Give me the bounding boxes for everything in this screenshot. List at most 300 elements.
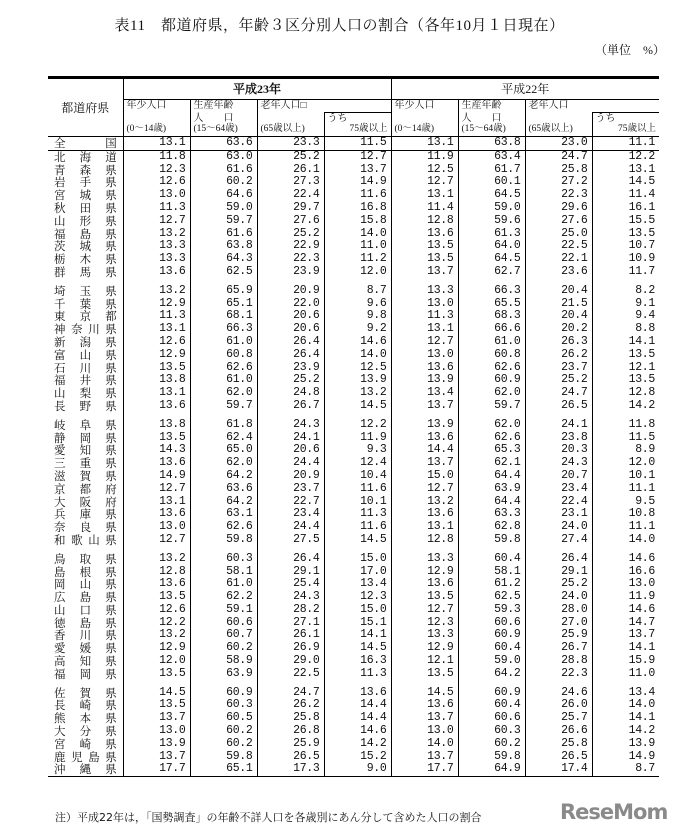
value-cell: 14.7 [592, 617, 659, 630]
value-cell: 20.4 [525, 310, 592, 323]
prefecture-name-text: 富山県 [54, 347, 117, 362]
value-cell: 13.4 [324, 578, 391, 591]
table-row [48, 336, 659, 349]
value-cell: 65.5 [458, 298, 525, 311]
national-total-row [48, 137, 659, 151]
value-cell: 10.8 [592, 508, 659, 521]
value-cell: 15.0 [391, 470, 458, 483]
value-cell: 29.1 [525, 566, 592, 579]
value-cell: 65.3 [458, 444, 525, 457]
value-cell: 17.0 [324, 566, 391, 579]
value-cell: 66.3 [458, 285, 525, 298]
prefecture-name-text: 兵庫県 [54, 507, 117, 522]
value-cell: 64.5 [458, 253, 525, 266]
value-cell: 17.7 [123, 763, 190, 776]
value-cell: 63.3 [458, 508, 525, 521]
value-cell: 15.0 [324, 553, 391, 566]
elderly-header: 老年人口 [525, 100, 659, 113]
value-cell: 13.7 [123, 751, 190, 764]
value-cell: 60.9 [458, 629, 525, 642]
value-cell: 13.5 [123, 432, 190, 445]
prefecture-name-text: 秋田県 [54, 200, 117, 215]
unit-label: （単位 %） [595, 43, 665, 57]
value-cell: 13.0 [123, 189, 190, 202]
value-cell: 14.2 [592, 725, 659, 738]
value-cell: 11.5 [324, 137, 391, 151]
prefecture-name-text: 愛知県 [54, 443, 117, 458]
prefecture-name [48, 534, 123, 547]
value-cell: 11.6 [324, 521, 391, 534]
prefecture-name [48, 763, 123, 776]
over75-range: 75歳以上 [592, 124, 659, 137]
value-cell: 20.4 [525, 285, 592, 298]
prefecture-name [48, 725, 123, 738]
value-cell: 62.5 [190, 266, 257, 279]
value-cell: 25.9 [257, 738, 324, 751]
value-cell: 27.6 [257, 215, 324, 228]
value-cell: 60.6 [458, 617, 525, 630]
value-cell: 13.2 [123, 629, 190, 642]
value-cell: 24.0 [525, 591, 592, 604]
value-cell: 13.4 [592, 687, 659, 700]
value-cell: 66.3 [190, 323, 257, 336]
value-cell: 60.5 [190, 712, 257, 725]
value-cell: 62.6 [190, 521, 257, 534]
value-cell: 12.3 [324, 591, 391, 604]
elderly-header: 老年人口□ [257, 100, 391, 113]
value-cell: 13.2 [123, 285, 190, 298]
working-header: 生産年齢 [458, 100, 525, 113]
value-cell: 61.8 [190, 419, 257, 432]
value-cell: 13.6 [324, 687, 391, 700]
value-cell: 9.5 [592, 496, 659, 509]
value-cell: 11.0 [592, 668, 659, 681]
prefecture-name-text: 佐賀県 [54, 685, 117, 700]
value-cell: 27.2 [525, 176, 592, 189]
value-cell: 61.2 [458, 578, 525, 591]
value-cell: 12.2 [592, 150, 659, 163]
value-cell: 59.8 [190, 534, 257, 547]
table-row [48, 483, 659, 496]
value-cell: 61.0 [190, 374, 257, 387]
value-cell: 13.3 [391, 629, 458, 642]
value-cell: 12.3 [123, 164, 190, 177]
value-cell: 68.3 [458, 310, 525, 323]
value-cell: 60.8 [458, 349, 525, 362]
prefecture-name-text: 山形県 [54, 213, 117, 228]
prefecture-name [48, 553, 123, 566]
value-cell: 23.7 [257, 483, 324, 496]
value-cell: 26.5 [257, 751, 324, 764]
prefecture-name-text: 岡山県 [54, 577, 117, 592]
young-header: 年少人口 [391, 100, 458, 113]
value-cell: 62.2 [190, 591, 257, 604]
value-cell: 20.2 [525, 323, 592, 336]
value-cell: 13.2 [123, 553, 190, 566]
value-cell: 26.7 [257, 400, 324, 413]
value-cell: 22.5 [525, 240, 592, 253]
prefecture-name [48, 470, 123, 483]
value-cell: 59.7 [190, 215, 257, 228]
value-cell: 14.1 [592, 642, 659, 655]
value-cell: 62.6 [190, 362, 257, 375]
value-cell: 23.3 [257, 137, 324, 151]
value-cell: 14.9 [324, 176, 391, 189]
value-cell: 12.6 [123, 604, 190, 617]
value-cell: 13.5 [123, 668, 190, 681]
value-cell: 59.8 [190, 751, 257, 764]
value-cell: 14.5 [324, 642, 391, 655]
value-cell: 14.4 [391, 444, 458, 457]
value-cell: 13.9 [324, 374, 391, 387]
value-cell: 14.6 [592, 604, 659, 617]
value-cell: 12.9 [123, 642, 190, 655]
value-cell: 14.0 [391, 738, 458, 751]
value-cell: 25.8 [257, 712, 324, 725]
value-cell: 8.7 [592, 763, 659, 776]
value-cell: 60.4 [458, 699, 525, 712]
prefecture-name [48, 591, 123, 604]
value-cell: 25.8 [525, 164, 592, 177]
prefecture-name [48, 336, 123, 349]
value-cell: 8.8 [592, 323, 659, 336]
value-cell: 14.6 [592, 553, 659, 566]
value-cell: 14.1 [592, 336, 659, 349]
value-cell: 13.6 [123, 457, 190, 470]
value-cell: 23.1 [525, 508, 592, 521]
value-cell: 63.8 [458, 137, 525, 151]
value-cell: 62.6 [458, 432, 525, 445]
value-cell: 14.2 [324, 738, 391, 751]
value-cell: 14.5 [123, 687, 190, 700]
prefecture-name-text: 高知県 [54, 654, 117, 669]
value-cell: 13.9 [391, 419, 458, 432]
value-cell: 11.8 [123, 150, 190, 163]
prefecture-name-text: 福島県 [54, 226, 117, 241]
value-cell: 13.1 [592, 164, 659, 177]
prefecture-name-text: 広島県 [54, 590, 117, 605]
value-cell: 12.9 [391, 642, 458, 655]
value-cell: 13.5 [592, 374, 659, 387]
value-cell: 15.9 [592, 655, 659, 668]
value-cell: 13.8 [123, 419, 190, 432]
value-cell: 12.2 [324, 419, 391, 432]
value-cell: 25.2 [525, 374, 592, 387]
value-cell: 26.1 [257, 164, 324, 177]
value-cell: 24.1 [257, 432, 324, 445]
value-cell: 64.3 [190, 253, 257, 266]
value-cell: 17.3 [257, 763, 324, 776]
value-cell: 13.3 [391, 285, 458, 298]
value-cell: 65.1 [190, 298, 257, 311]
table-row [48, 655, 659, 668]
value-cell: 14.2 [592, 400, 659, 413]
prefecture-name-text: 長崎県 [54, 698, 117, 713]
value-cell: 64.2 [458, 668, 525, 681]
value-cell: 13.6 [391, 362, 458, 375]
value-cell: 14.9 [592, 751, 659, 764]
value-cell: 14.4 [324, 712, 391, 725]
value-cell: 13.7 [391, 266, 458, 279]
value-cell: 16.8 [324, 202, 391, 215]
value-cell: 11.4 [391, 202, 458, 215]
value-cell: 62.5 [458, 591, 525, 604]
value-cell: 58.9 [190, 655, 257, 668]
value-cell: 12.5 [391, 164, 458, 177]
value-cell: 23.0 [525, 137, 592, 151]
value-cell: 59.7 [458, 400, 525, 413]
value-cell: 59.8 [458, 751, 525, 764]
value-cell: 25.7 [525, 712, 592, 725]
table-row [48, 738, 659, 751]
value-cell: 11.3 [391, 310, 458, 323]
value-cell: 62.0 [458, 387, 525, 400]
value-cell: 61.6 [190, 164, 257, 177]
prefecture-name-text: 山口県 [54, 602, 117, 617]
prefecture-name [48, 655, 123, 668]
value-cell: 25.9 [525, 629, 592, 642]
value-cell: 14.1 [592, 712, 659, 725]
value-cell: 62.6 [458, 362, 525, 375]
value-cell: 13.3 [123, 240, 190, 253]
value-cell: 59.0 [190, 202, 257, 215]
value-cell: 14.0 [324, 349, 391, 362]
table-row [48, 591, 659, 604]
table-row [48, 285, 659, 298]
value-cell: 13.5 [391, 668, 458, 681]
table-body [48, 137, 659, 777]
young-range: (0～14歳) [123, 124, 190, 137]
prefecture-name [48, 266, 123, 279]
value-cell: 28.8 [525, 655, 592, 668]
value-cell: 64.2 [190, 470, 257, 483]
table-row [48, 400, 659, 413]
value-cell: 12.9 [391, 566, 458, 579]
value-cell: 15.5 [592, 215, 659, 228]
value-cell: 12.0 [324, 266, 391, 279]
value-cell: 28.2 [257, 604, 324, 617]
value-cell: 22.0 [257, 298, 324, 311]
value-cell: 27.0 [525, 617, 592, 630]
value-cell: 29.6 [525, 202, 592, 215]
value-cell: 25.4 [257, 578, 324, 591]
value-cell: 9.2 [324, 323, 391, 336]
value-cell: 59.6 [458, 215, 525, 228]
value-cell: 25.0 [525, 228, 592, 241]
table-row [48, 150, 659, 163]
value-cell: 25.8 [525, 738, 592, 751]
of-which-label: うち [324, 113, 391, 125]
prefecture-name-text: 和歌山県 [54, 532, 117, 547]
value-cell: 24.7 [525, 150, 592, 163]
value-cell: 63.6 [190, 483, 257, 496]
prefecture-name [48, 150, 123, 163]
value-cell: 11.9 [324, 432, 391, 445]
value-cell: 13.5 [391, 253, 458, 266]
value-cell: 12.8 [391, 534, 458, 547]
prefecture-name-text: 神奈川県 [54, 322, 117, 337]
value-cell: 13.2 [324, 387, 391, 400]
value-cell: 13.7 [391, 751, 458, 764]
value-cell: 62.1 [458, 457, 525, 470]
value-cell: 11.9 [592, 591, 659, 604]
value-cell: 60.3 [458, 725, 525, 738]
value-cell: 10.4 [324, 470, 391, 483]
value-cell: 24.3 [257, 591, 324, 604]
value-cell: 12.9 [123, 349, 190, 362]
value-cell: 62.8 [458, 521, 525, 534]
value-cell: 10.7 [592, 240, 659, 253]
value-cell: 22.3 [525, 668, 592, 681]
value-cell: 29.7 [257, 202, 324, 215]
value-cell: 63.1 [190, 508, 257, 521]
value-cell: 13.0 [391, 725, 458, 738]
value-cell: 12.6 [123, 336, 190, 349]
value-cell: 14.0 [324, 228, 391, 241]
prefecture-name [48, 668, 123, 681]
value-cell: 62.4 [190, 432, 257, 445]
prefecture-name [48, 349, 123, 362]
value-cell: 13.4 [391, 387, 458, 400]
value-cell: 22.4 [525, 496, 592, 509]
value-cell: 16.1 [592, 202, 659, 215]
value-cell: 12.4 [324, 457, 391, 470]
value-cell: 66.6 [458, 323, 525, 336]
value-cell: 12.8 [123, 566, 190, 579]
value-cell: 25.2 [257, 374, 324, 387]
value-cell: 9.6 [324, 298, 391, 311]
value-cell: 59.3 [458, 604, 525, 617]
value-cell: 12.8 [391, 215, 458, 228]
value-cell: 26.5 [525, 400, 592, 413]
value-cell: 61.6 [190, 228, 257, 241]
value-cell: 9.3 [324, 444, 391, 457]
value-cell: 11.0 [324, 240, 391, 253]
value-cell: 13.0 [123, 725, 190, 738]
value-cell: 13.9 [592, 738, 659, 751]
year-h22-header: 平成22年 [391, 78, 659, 100]
value-cell: 59.8 [458, 534, 525, 547]
value-cell: 12.7 [123, 534, 190, 547]
value-cell: 65.9 [190, 285, 257, 298]
value-cell: 68.1 [190, 310, 257, 323]
table-row [48, 604, 659, 617]
prefecture-name-text: 長野県 [54, 398, 117, 413]
value-cell: 58.1 [190, 566, 257, 579]
prefecture-name-text: 静岡県 [54, 430, 117, 445]
value-cell: 60.2 [190, 725, 257, 738]
prefecture-name-text: 滋賀県 [54, 468, 117, 483]
value-cell: 13.2 [123, 228, 190, 241]
value-cell: 62.0 [190, 457, 257, 470]
footnote: 注）平成22年は，「国勢調査」の年齢不詳人口を各歳別にあん分して含めた人口の割合 [55, 811, 482, 824]
prefecture-name [48, 604, 123, 617]
table-row [48, 349, 659, 362]
value-cell: 60.4 [458, 642, 525, 655]
value-cell: 8.7 [324, 285, 391, 298]
value-cell: 11.1 [592, 483, 659, 496]
value-cell: 14.5 [324, 400, 391, 413]
value-cell: 13.1 [123, 323, 190, 336]
value-cell: 13.7 [391, 457, 458, 470]
value-cell: 11.9 [391, 150, 458, 163]
value-cell: 24.3 [257, 419, 324, 432]
value-cell: 12.5 [324, 362, 391, 375]
elderly-range: (65歳以上) [525, 124, 592, 137]
value-cell: 14.5 [592, 176, 659, 189]
value-cell: 10.1 [592, 470, 659, 483]
value-cell: 14.3 [123, 444, 190, 457]
value-cell: 12.7 [123, 483, 190, 496]
year-h23-header: 平成23年 [123, 78, 391, 100]
value-cell: 25.2 [257, 150, 324, 163]
value-cell: 13.2 [391, 496, 458, 509]
value-cell: 63.6 [190, 137, 257, 151]
value-cell: 24.6 [525, 687, 592, 700]
value-cell: 22.5 [257, 668, 324, 681]
value-cell: 60.2 [190, 642, 257, 655]
value-cell: 13.6 [391, 228, 458, 241]
value-cell: 64.2 [190, 496, 257, 509]
prefecture-name-text: 新潟県 [54, 334, 117, 349]
table-row [48, 521, 659, 534]
value-cell: 23.6 [525, 266, 592, 279]
table-row [48, 763, 659, 776]
working-range: (15～64歳) [190, 124, 257, 137]
prefecture-name-text: 群馬県 [54, 264, 117, 279]
value-cell: 21.5 [525, 298, 592, 311]
value-cell: 13.6 [391, 578, 458, 591]
value-cell: 13.7 [324, 164, 391, 177]
value-cell: 9.0 [324, 763, 391, 776]
value-cell: 28.0 [525, 604, 592, 617]
prefecture-name [48, 285, 123, 298]
value-cell: 60.3 [190, 553, 257, 566]
value-cell: 14.0 [592, 699, 659, 712]
value-cell: 15.8 [324, 215, 391, 228]
prefecture-name-text: 大分県 [54, 724, 117, 739]
value-cell: 64.5 [458, 189, 525, 202]
value-cell: 10.1 [324, 496, 391, 509]
value-cell: 9.1 [592, 298, 659, 311]
value-cell: 26.9 [257, 642, 324, 655]
value-cell: 26.8 [257, 725, 324, 738]
value-cell: 12.7 [391, 176, 458, 189]
working-header-2: 人 口 [190, 113, 257, 125]
over75-range: 75歳以上 [324, 124, 391, 137]
value-cell: 13.8 [123, 374, 190, 387]
value-cell: 13.1 [391, 189, 458, 202]
value-cell: 13.7 [123, 712, 190, 725]
value-cell: 24.7 [525, 387, 592, 400]
value-cell: 11.1 [592, 137, 659, 151]
value-cell: 27.1 [257, 617, 324, 630]
value-cell: 13.6 [123, 578, 190, 591]
value-cell: 8.2 [592, 285, 659, 298]
value-cell: 60.2 [190, 738, 257, 751]
table-row [48, 534, 659, 547]
value-cell: 14.9 [123, 470, 190, 483]
value-cell: 14.5 [324, 534, 391, 547]
prefecture-name-text: 石川県 [54, 360, 117, 375]
value-cell: 13.0 [391, 298, 458, 311]
value-cell: 13.3 [123, 253, 190, 266]
value-cell: 61.0 [190, 578, 257, 591]
prefecture-name-text: 岐阜県 [54, 417, 117, 432]
value-cell: 11.3 [123, 310, 190, 323]
prefecture-name-text: 沖縄県 [54, 762, 117, 777]
value-cell: 61.0 [190, 336, 257, 349]
